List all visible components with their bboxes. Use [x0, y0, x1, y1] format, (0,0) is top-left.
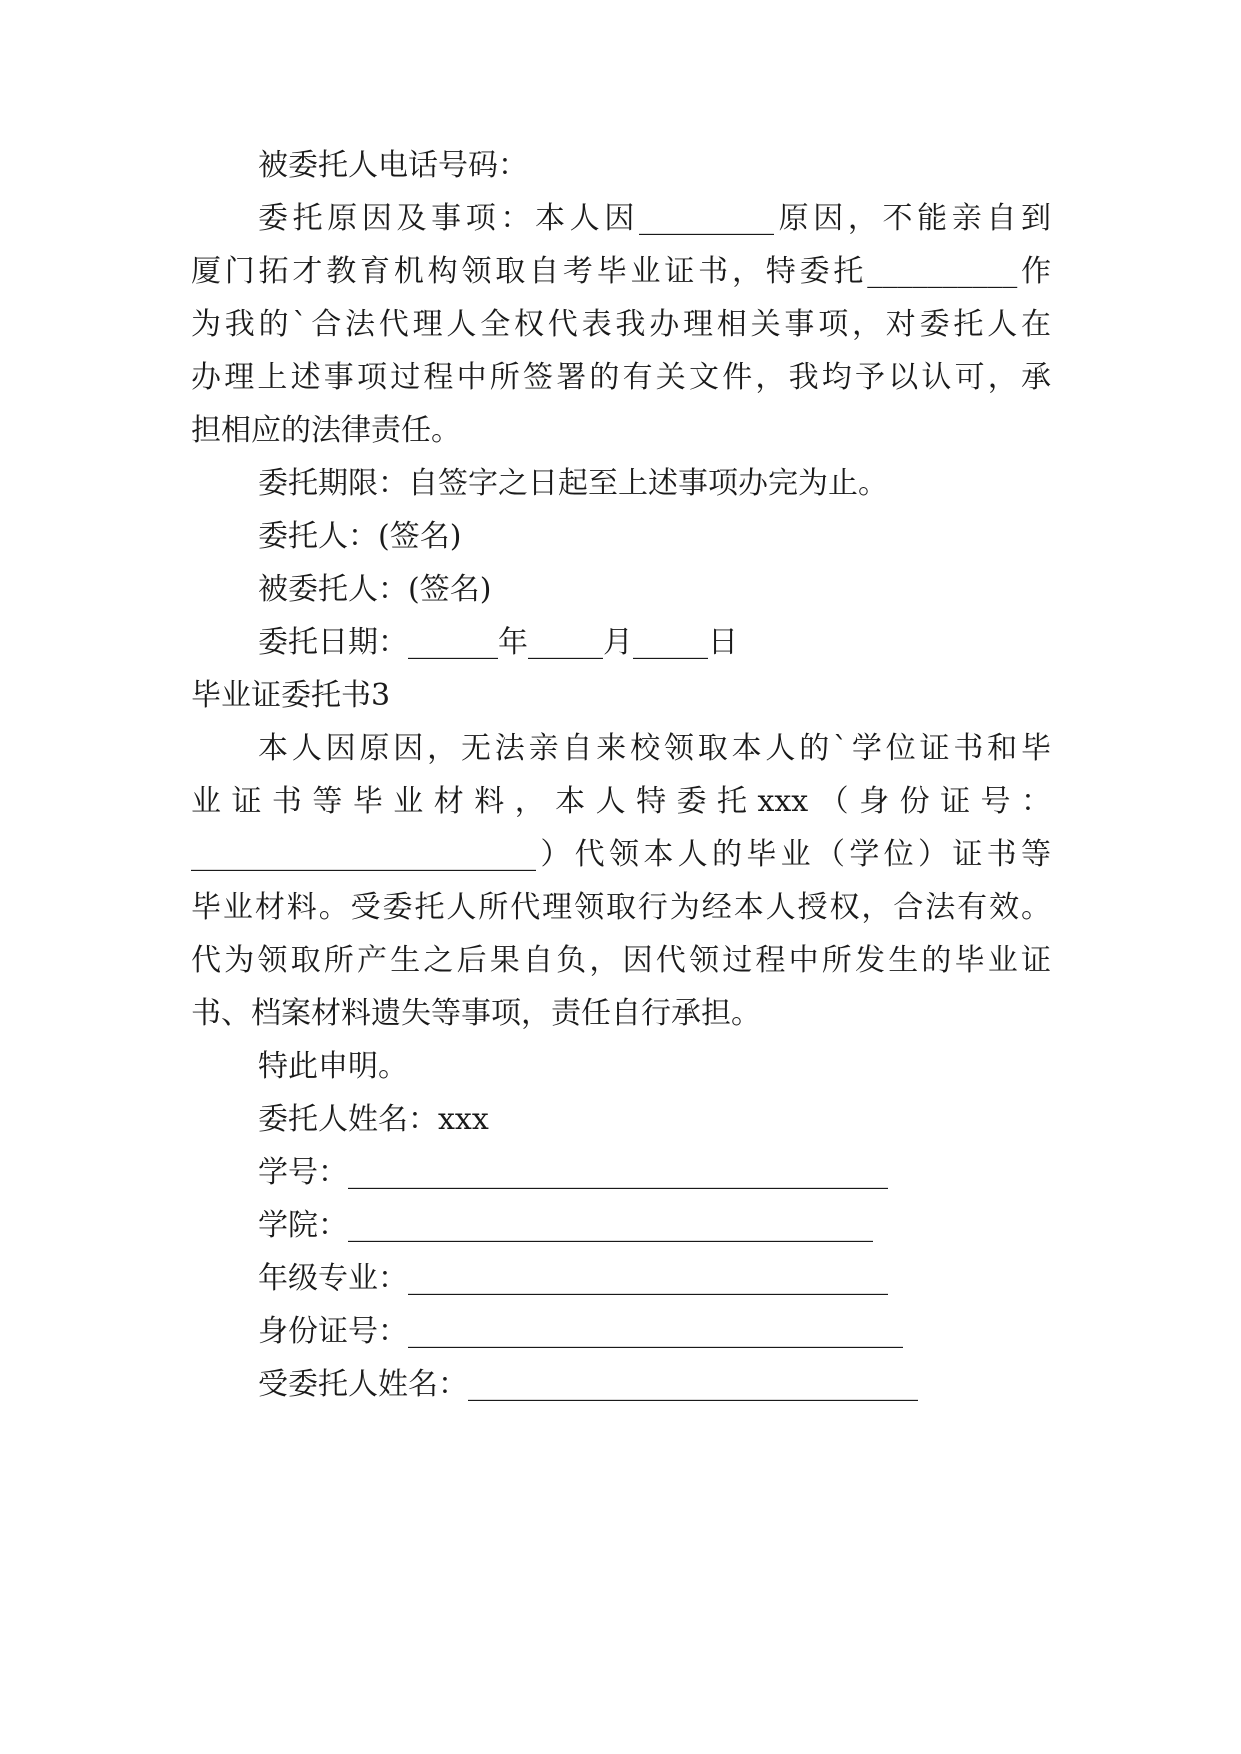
- doc-line: 被委托人电话号码：: [258, 148, 528, 183]
- doc-line: 担相应的法律责任。: [191, 413, 461, 448]
- doc-line: 委托人：(签名): [258, 519, 462, 554]
- doc-line: 被委托人：(签名): [258, 572, 492, 607]
- doc-line: 委托人姓名：xxx: [258, 1102, 489, 1137]
- doc-line: 特此申明。: [258, 1049, 408, 1084]
- doc-line: 为我的`合法代理人全权代表我办理相关事项，对委托人在: [191, 307, 1051, 342]
- doc-line: 代为领取所产生之后果自负，因代领过程中所发生的毕业证: [191, 943, 1051, 978]
- doc-line: 学院：___________________________________: [258, 1208, 873, 1243]
- doc-line: 受委托人姓名：______________________________: [258, 1367, 918, 1402]
- doc-line: 办理上述事项过程中所签署的有关文件，我均予以认可，承: [191, 360, 1051, 395]
- doc-line: 学号：____________________________________: [258, 1155, 888, 1190]
- doc-line: 年级专业：________________________________: [258, 1261, 888, 1296]
- doc-line: 厦门拓才教育机构领取自考毕业证书，特委托__________作: [191, 254, 1051, 289]
- doc-line: 业证书等毕业材料，本人特委托xxx（身份证号：: [191, 784, 1051, 819]
- doc-line: 本人因原因，无法亲自来校领取本人的`学位证书和毕: [258, 731, 1051, 766]
- doc-line: 委托原因及事项：本人因_________原因，不能亲自到: [258, 201, 1051, 236]
- doc-line: 身份证号：_________________________________: [258, 1314, 903, 1349]
- section-heading: 毕业证委托书3: [191, 678, 391, 713]
- doc-line: 书、档案材料遗失等事项，责任自行承担。: [191, 996, 761, 1031]
- doc-line: 委托期限：自签字之日起至上述事项办完为止。: [258, 466, 888, 501]
- doc-line: 委托日期：______年_____月_____日: [258, 625, 738, 660]
- doc-line: 毕业材料。受委托人所代理领取行为经本人授权，合法有效。: [191, 890, 1051, 925]
- doc-line: _______________________）代领本人的毕业（学位）证书等: [191, 837, 1051, 872]
